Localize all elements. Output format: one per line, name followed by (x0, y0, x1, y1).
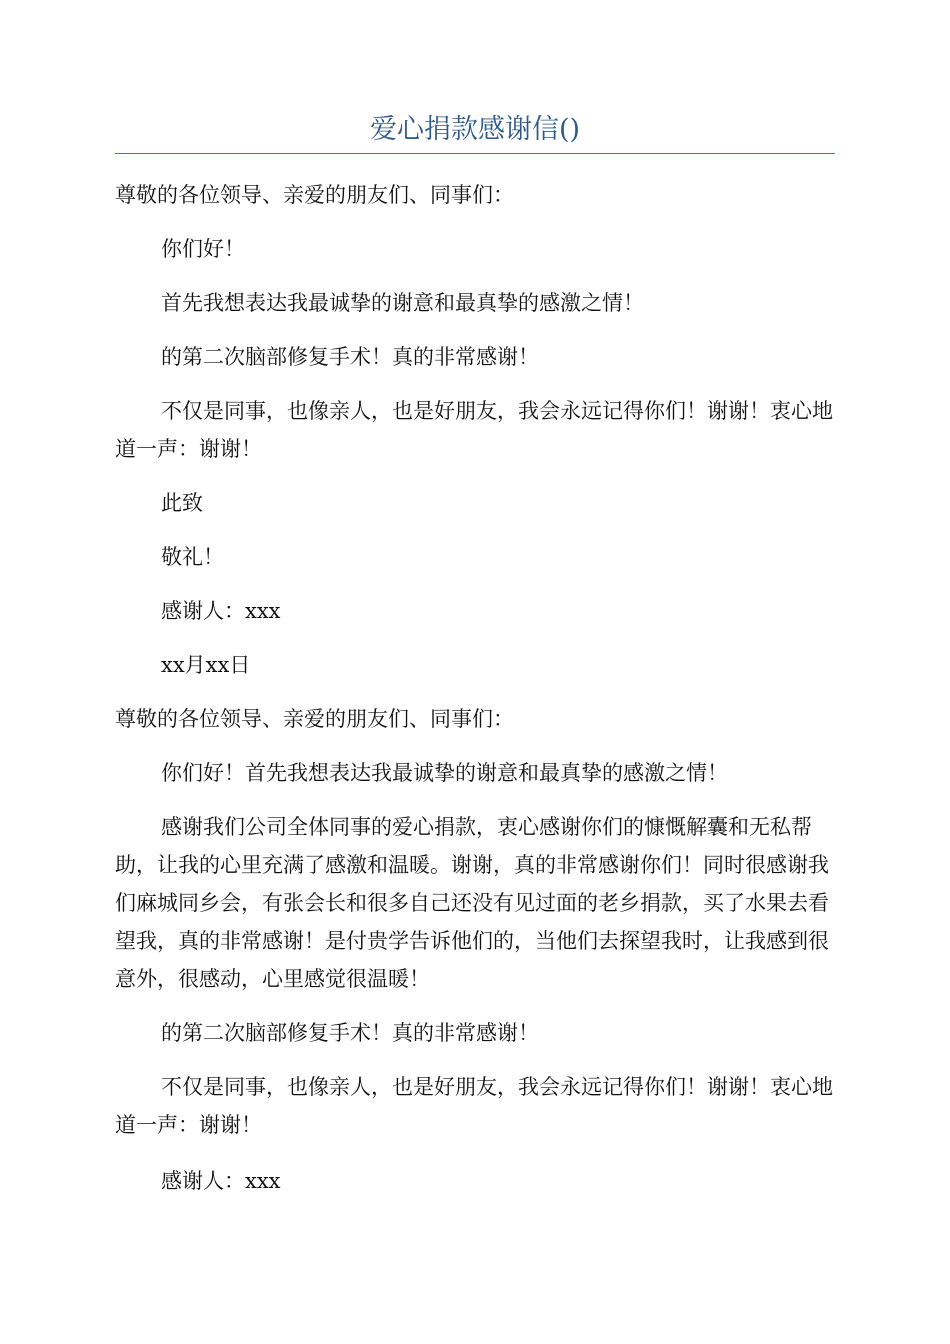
signature: 感谢人：xxx (161, 1169, 281, 1193)
paragraph: 不仅是同事，也像亲人，也是好朋友，我会永远记得你们！谢谢！衷心地道一声：谢谢！ (115, 399, 833, 461)
salutation: 尊敬的各位领导、亲爱的朋友们、同事们： (115, 183, 514, 207)
document-title: 爱心捐款感谢信() (369, 114, 581, 145)
paragraph: 你们好！首先我想表达我最诚挚的谢意和最真挚的感激之情！ (161, 761, 728, 785)
paragraph: 的第二次脑部修复手术！真的非常感谢！ (161, 345, 539, 369)
closing-salute: 敬礼！ (161, 545, 224, 569)
signature: 感谢人：xxx (161, 599, 281, 623)
title-underline (115, 153, 835, 154)
paragraph: 的第二次脑部修复手术！真的非常感谢！ (161, 1021, 539, 1045)
paragraph: 你们好！ (161, 237, 245, 261)
salutation: 尊敬的各位领导、亲爱的朋友们、同事们： (115, 707, 514, 731)
paragraph: 不仅是同事，也像亲人，也是好朋友，我会永远记得你们！谢谢！衷心地道一声：谢谢！ (115, 1075, 833, 1137)
closing-phrase: 此致 (161, 491, 203, 515)
paragraph: 感谢我们公司全体同事的爱心捐款，衷心感谢你们的慷慨解囊和无私帮助，让我的心里充满了感激和温暖。谢谢，真的非常感谢你们！同时很感谢我们麻城同乡会，有张会长和很多自己还没有见过面的老乡捐款，买了水果去看望我，真的非常感谢！是付贵学告诉他们的，当他们去探望我时，让我感到很意外，很感动，心里感觉很温暖！ (115, 815, 829, 991)
date-line: xx月xx日 (161, 653, 251, 677)
paragraph: 首先我想表达我最诚挚的谢意和最真挚的感激之情！ (161, 291, 644, 315)
